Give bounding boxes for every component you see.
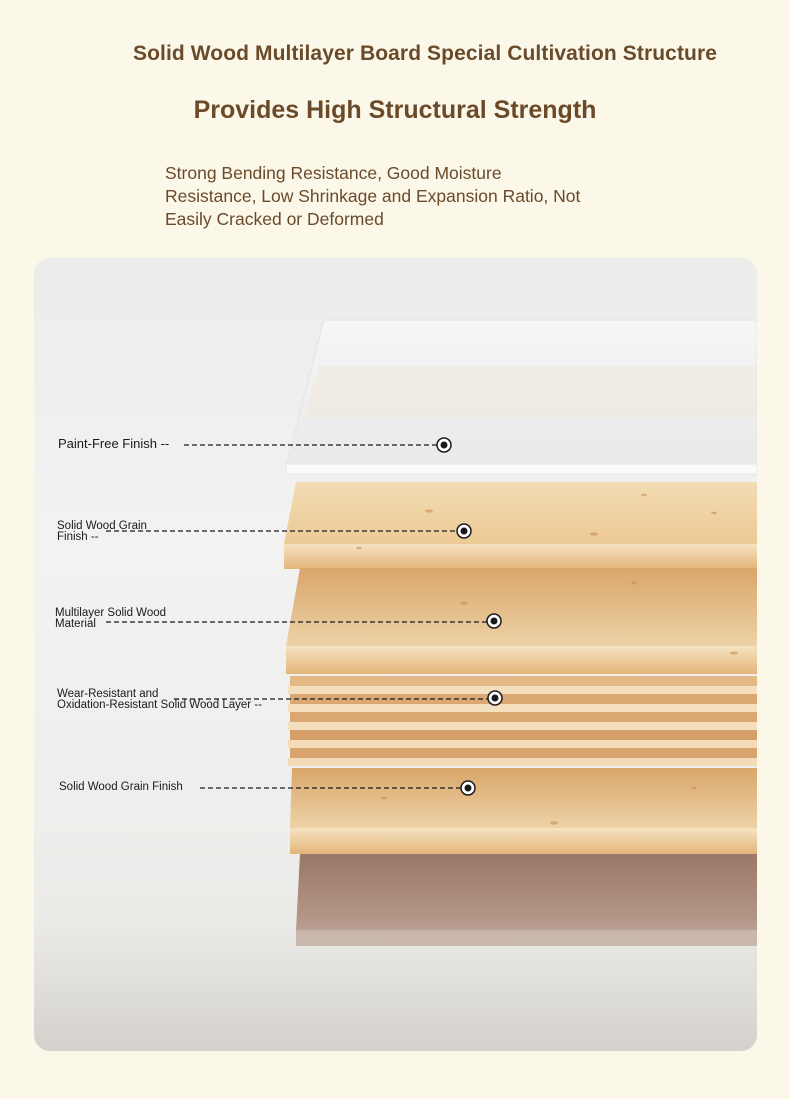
floor-shadow	[34, 918, 757, 1051]
target-marker-icon	[487, 614, 501, 628]
glass-edge	[286, 464, 757, 474]
feature-description	[165, 162, 635, 231]
label-paint-free-finish: Paint-Free Finish --	[58, 436, 170, 451]
label-multilayer-solid-wood	[55, 608, 166, 630]
multilayer-board-top	[286, 568, 757, 646]
multilayer-board-edge	[286, 646, 757, 674]
description-line: Strong Bending Resistance, Good Moisture	[165, 163, 502, 183]
target-marker-icon	[488, 691, 502, 705]
page-title: Solid Wood Multilayer Board Special Cultivation Structure	[132, 42, 718, 65]
grain-board-bottom	[290, 768, 757, 828]
label-solid-wood-grain-finish-top	[57, 521, 147, 543]
label-line: Wear-Resistant and	[57, 688, 159, 700]
target-marker-icon	[457, 524, 471, 538]
target-marker-icon	[437, 438, 451, 452]
description-line: Resistance, Low Shrinkage and Expansion Ratio, Not	[165, 186, 581, 206]
label-line: Solid Wood Grain	[57, 520, 147, 532]
label-line: Finish --	[57, 531, 99, 543]
page-subtitle: Provides High Structural Strength	[193, 96, 597, 124]
label-solid-wood-grain-finish-bottom: Solid Wood Grain Finish	[59, 781, 183, 793]
target-marker-icon	[461, 781, 475, 795]
label-line: Oxidation-Resistant Solid Wood Layer --	[57, 699, 262, 711]
label-line: Multilayer Solid Wood	[55, 607, 167, 619]
layer-diagram-panel	[34, 258, 757, 1051]
grain-board-top-edge	[284, 544, 757, 569]
veneer-stack	[288, 676, 757, 766]
description-line: Easily Cracked or Deformed	[165, 209, 384, 229]
glass-inner-panel	[304, 366, 757, 418]
label-wear-resistant-layer	[57, 689, 262, 711]
grain-board-top	[284, 482, 757, 544]
label-line: Material	[55, 618, 96, 630]
grain-board-bottom-edge	[290, 828, 757, 854]
layer-illustration	[34, 258, 757, 1051]
